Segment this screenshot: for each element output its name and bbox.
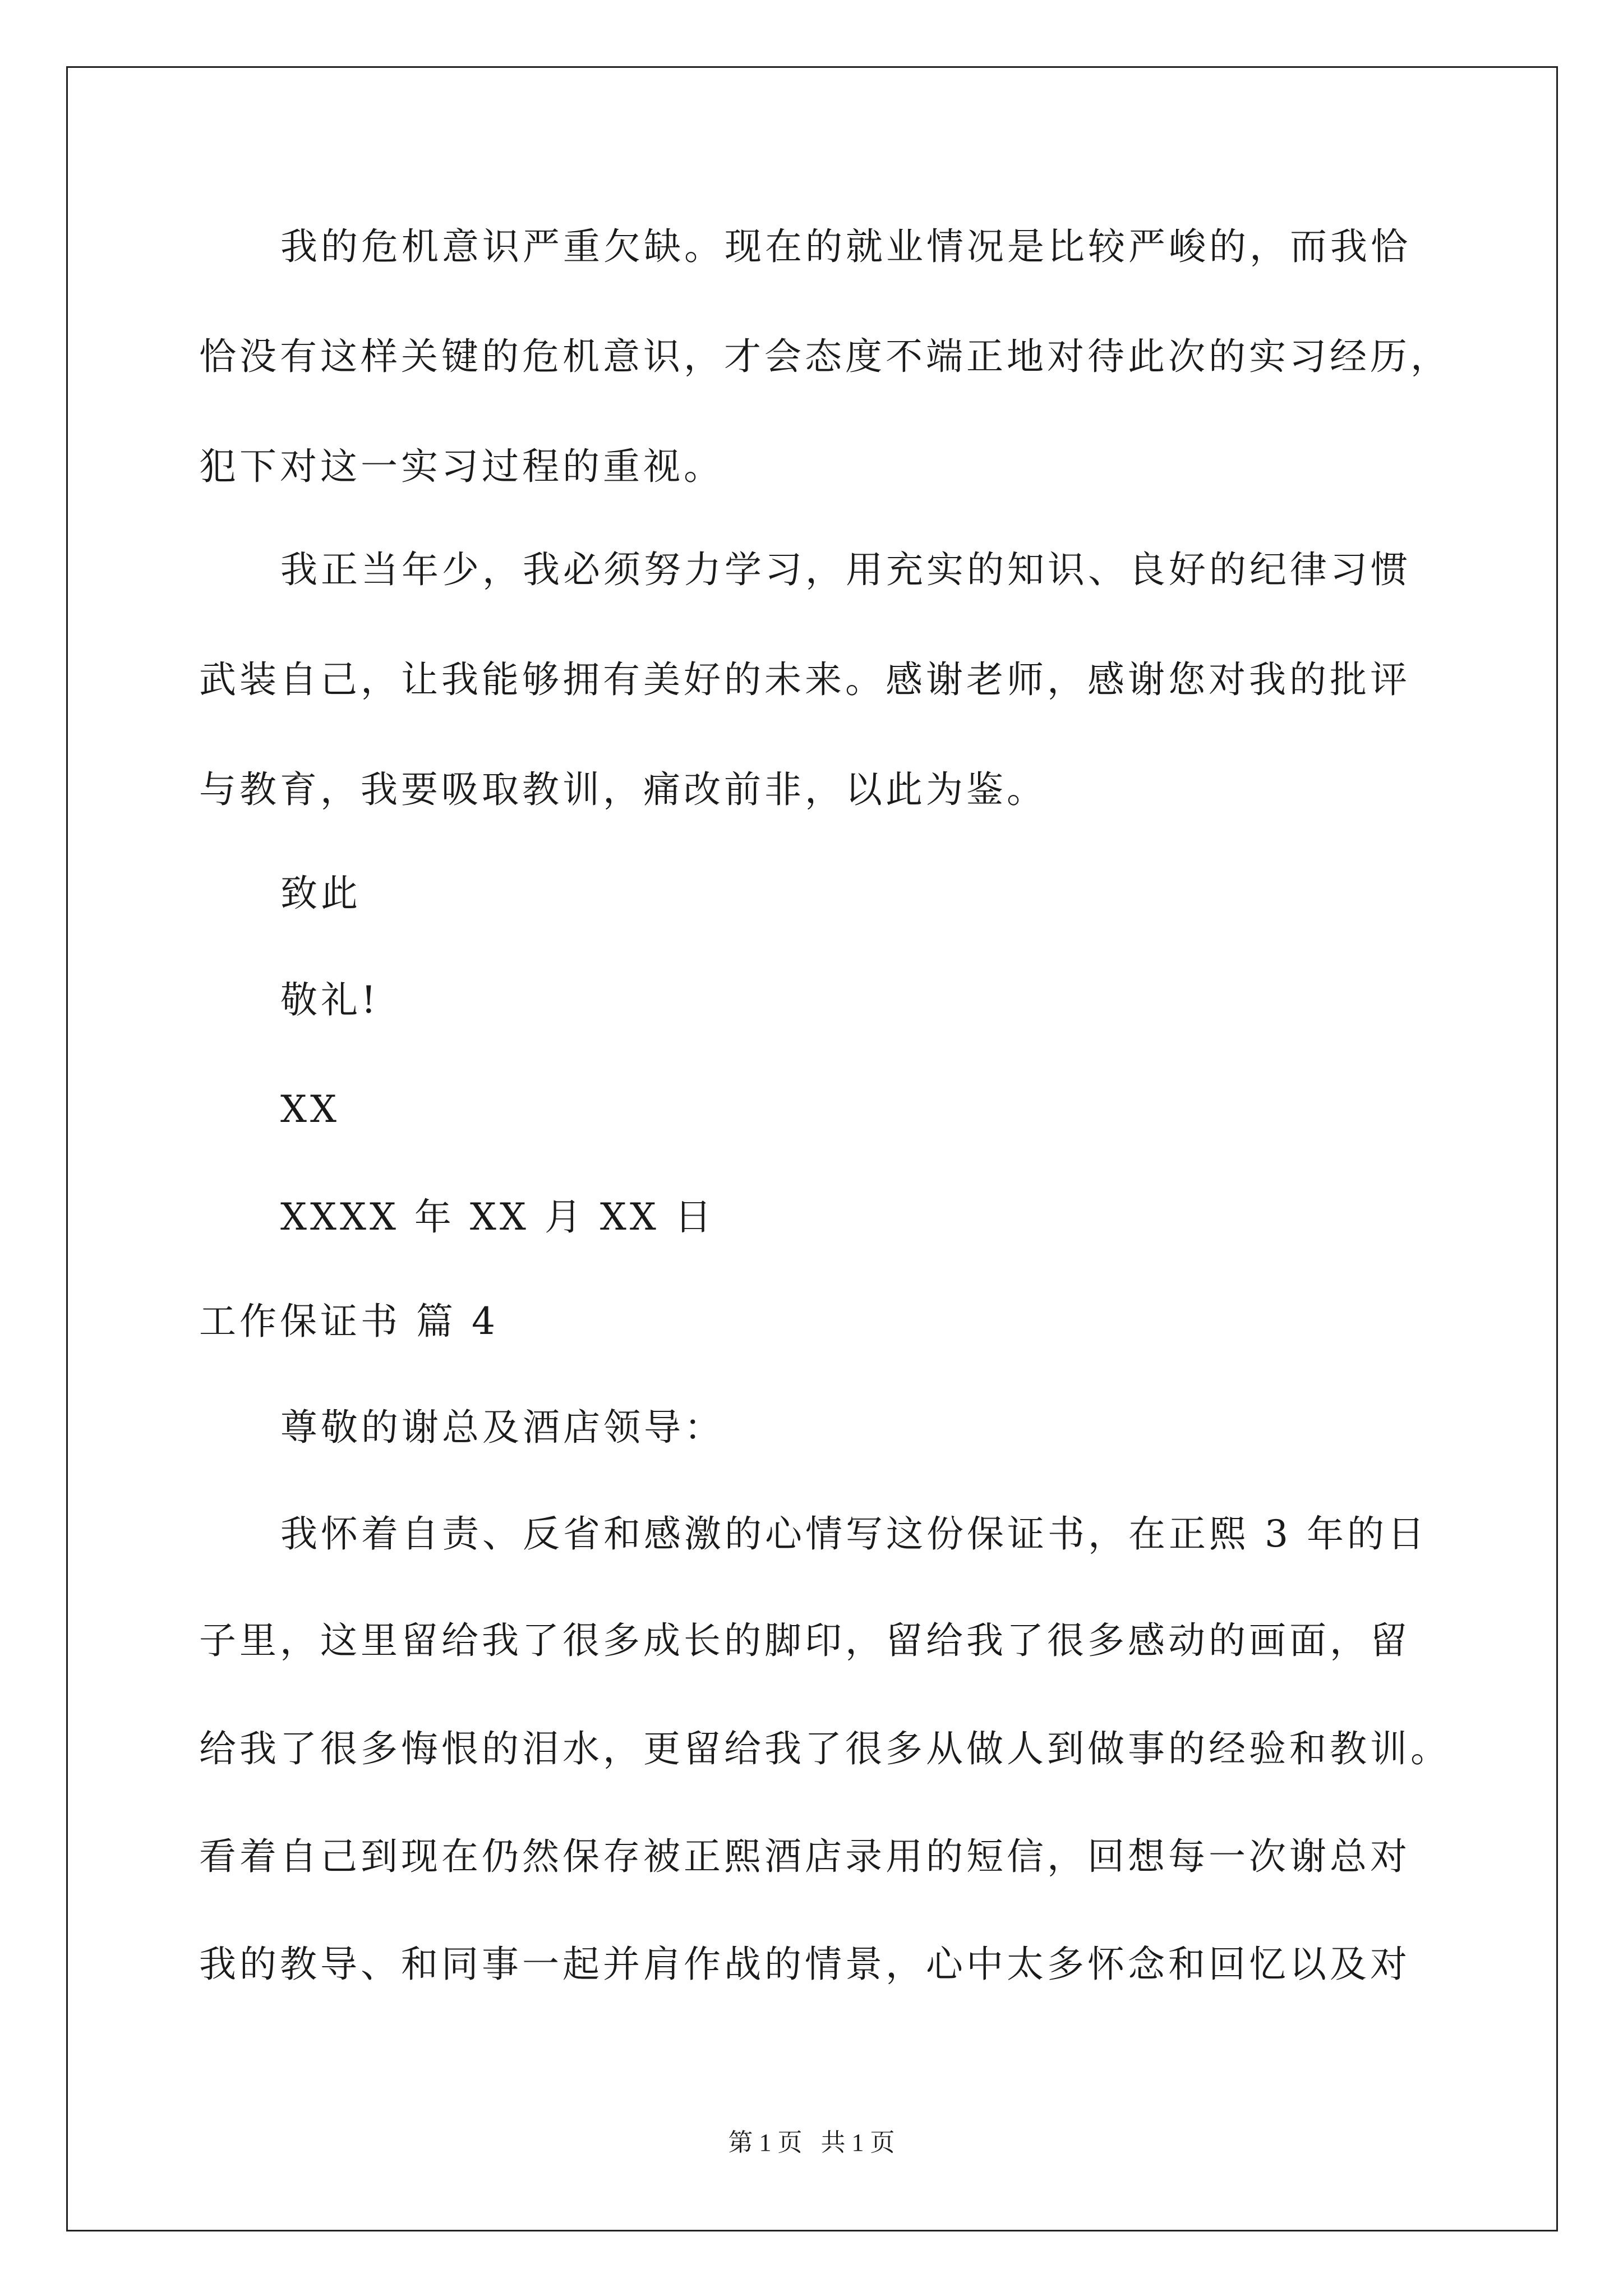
- page-border: [66, 66, 1558, 2231]
- letter-greeting: 尊敬的谢总及酒店领导：: [280, 1406, 725, 1449]
- text-line: 犯下对这一实习过程的重视。: [199, 445, 724, 488]
- salutation: 敬礼!: [280, 978, 380, 1022]
- text-line: 与教育，我要吸取教训，痛改前非，以此为鉴。: [199, 768, 1047, 811]
- text-line: 子里，这里留给我了很多成长的脚印，留给我了很多感动的画面，留: [199, 1619, 1410, 1662]
- text-line: 我正当年少，我必须努力学习，用充实的知识、良好的纪律习惯: [280, 548, 1411, 591]
- text-line: 我怀着自责、反省和感激的心情写这份保证书，在正熙 3 年的日: [280, 1512, 1428, 1556]
- text-line: 给我了很多悔恨的泪水，更留给我了很多从做人到做事的经验和教训。: [199, 1727, 1451, 1770]
- text-line: 武装自己，让我能够拥有美好的未来。感谢老师，感谢您对我的批评: [199, 658, 1410, 701]
- page-footer: 第 1 页 共 1 页: [728, 2129, 895, 2156]
- text-line: 看着自己到现在仍然保存被正熙酒店录用的短信，回想每一次谢总对: [199, 1835, 1410, 1878]
- section-heading: 工作保证书 篇 4: [199, 1300, 499, 1343]
- text-line: 恰没有这样关键的危机意识，才会态度不端正地对待此次的实习经历，: [199, 335, 1451, 378]
- closing-phrase: 致此: [280, 872, 361, 915]
- text-line: 我的教导、和同事一起并肩作战的情景，心中太多怀念和回忆以及对: [199, 1943, 1410, 1986]
- signature-date: XXXX 年 XX 月 XX 日: [280, 1195, 715, 1239]
- text-line: 我的危机意识严重欠缺。现在的就业情况是比较严峻的，而我恰: [280, 225, 1411, 268]
- signature-name: XX: [280, 1088, 340, 1131]
